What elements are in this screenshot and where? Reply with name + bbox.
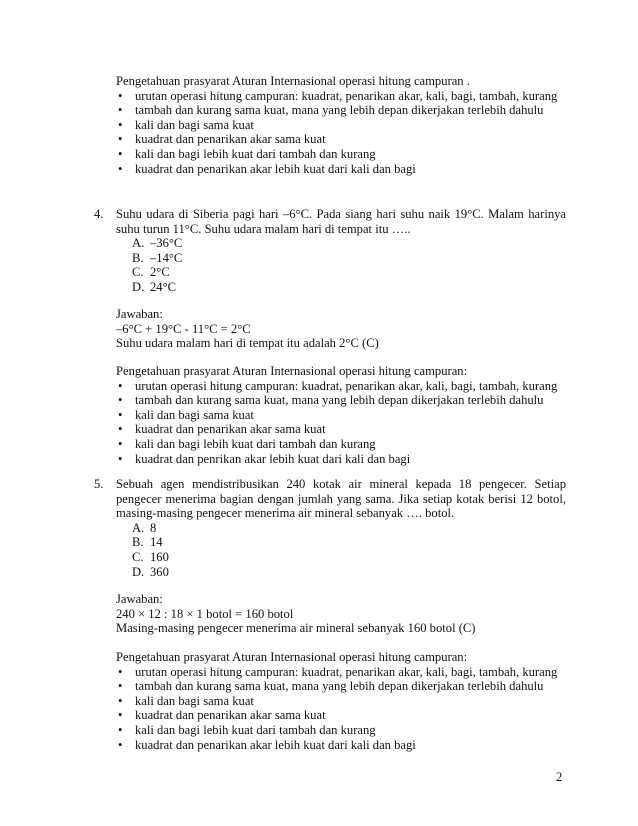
question-5 xyxy=(94,477,566,579)
option-value: –36°C xyxy=(150,236,183,251)
option-value: 2°C xyxy=(150,265,170,280)
prereq-item: • kali dan bagi lebih kuat dari tambah dan kurang xyxy=(116,147,566,162)
prereq-item: • kuadrat dan penarikan akar lebih kuat dari kali dan bagi xyxy=(116,738,566,753)
prereq-item: • urutan operasi hitung campuran: kuadrat, penarikan akar, kali, bagi, tambah, kurang xyxy=(116,89,566,104)
answer-line: –6°C + 19°C - 11°C = 2°C xyxy=(116,321,251,336)
option-letter: B. xyxy=(132,250,144,265)
prereq-item: • kuadrat dan penrikan akar lebih kuat dari kali dan bagi xyxy=(116,452,566,467)
prereq-list xyxy=(116,379,566,467)
option-letter: A. xyxy=(132,520,145,535)
option-value: 360 xyxy=(150,564,169,579)
prereq-item: • kali dan bagi lebih kuat dari tambah dan kurang xyxy=(116,723,566,738)
prereq-block-5 xyxy=(116,650,566,752)
option-a xyxy=(132,521,566,536)
prereq-item: • kali dan bagi lebih kuat dari tambah dan kurang xyxy=(116,437,566,452)
question-number: 5. xyxy=(94,477,104,491)
prereq-item: • kali dan bagi sama kuat xyxy=(116,694,566,709)
question-4 xyxy=(94,207,566,295)
answer-block-4 xyxy=(116,307,566,351)
answer-options xyxy=(132,521,566,579)
option-value: 24°C xyxy=(150,279,177,294)
prereq-item: • urutan operasi hitung campuran: kuadrat, penarikan akar, kali, bagi, tambah, kurang xyxy=(116,379,566,394)
prereq-heading: Pengetahuan prasyarat Aturan Internasional operasi hitung campuran . xyxy=(116,74,470,88)
option-value: 14 xyxy=(150,535,163,550)
prereq-item: • urutan operasi hitung campuran: kuadrat, penarikan akar, kali, bagi, tambah, kurang xyxy=(116,665,566,680)
prereq-heading: Pengetahuan prasyarat Aturan Internasional operasi hitung campuran: xyxy=(116,364,468,378)
answer-line: Masing-masing pengecer menerima air mineral sebanyak 160 botol (C) xyxy=(116,621,476,636)
option-a xyxy=(132,236,566,251)
option-letter: B. xyxy=(132,535,144,550)
answer-label: Jawaban: xyxy=(116,592,163,606)
question-text: Suhu udara di Siberia pagi hari –6°C. Pada siang hari suhu naik 19°C. Malam harinya suhu turun 11°C. Suhu udara malam hari di tempat itu ….. xyxy=(116,207,566,236)
option-letter: D. xyxy=(132,279,145,294)
answer-line: 240 × 12 : 18 × 1 botol = 160 botol xyxy=(116,606,294,621)
answer-line: Suhu udara malam hari di tempat itu adalah 2°C (C) xyxy=(116,336,379,351)
option-b xyxy=(132,251,566,266)
page-number: 2 xyxy=(556,770,563,784)
option-d xyxy=(132,280,566,295)
option-letter: C. xyxy=(132,265,144,280)
option-c xyxy=(132,550,566,565)
prereq-list xyxy=(116,665,566,753)
prereq-list xyxy=(116,89,566,177)
prereq-heading: Pengetahuan prasyarat Aturan Internasional operasi hitung campuran: xyxy=(116,650,468,664)
option-c xyxy=(132,265,566,280)
answer-label: Jawaban: xyxy=(116,307,163,321)
option-value: 8 xyxy=(150,520,157,535)
question-text: Sebuah agen mendistribusikan 240 kotak air mineral kepada 18 pengecer. Setiap pengecer menerima bagian dengan jumlah yang sama. Jika setiap kotak berisi 12 botol, masing-masing pengecer menerima air mineral sebanyak …. botol. xyxy=(116,477,566,521)
prereq-item: • tambah dan kurang sama kuat, mana yang lebih depan dikerjakan terlebih dahulu xyxy=(116,393,566,408)
prereq-block-4 xyxy=(116,364,566,466)
prereq-item: • tambah dan kurang sama kuat, mana yang lebih depan dikerjakan terlebih dahulu xyxy=(116,103,566,118)
answer-options xyxy=(132,236,566,294)
option-letter: A. xyxy=(132,236,145,251)
option-d xyxy=(132,565,566,580)
prereq-item: • kali dan bagi sama kuat xyxy=(116,408,566,423)
question-number: 4. xyxy=(94,207,104,221)
prereq-block-top xyxy=(116,74,566,176)
prereq-item: • tambah dan kurang sama kuat, mana yang lebih depan dikerjakan terlebih dahulu xyxy=(116,679,566,694)
prereq-item: • kuadrat dan penarikan akar sama kuat xyxy=(116,132,566,147)
prereq-item: • kuadrat dan penarikan akar lebih kuat dari kali dan bagi xyxy=(116,162,566,177)
option-letter: D. xyxy=(132,564,145,579)
prereq-item: • kuadrat dan penarikan akar sama kuat xyxy=(116,708,566,723)
option-value: –14°C xyxy=(150,250,183,265)
option-b xyxy=(132,535,566,550)
answer-block-5 xyxy=(116,592,566,636)
option-letter: C. xyxy=(132,549,144,564)
prereq-item: • kuadrat dan penarikan akar sama kuat xyxy=(116,422,566,437)
prereq-item: • kali dan bagi sama kuat xyxy=(116,118,566,133)
option-value: 160 xyxy=(150,549,169,564)
